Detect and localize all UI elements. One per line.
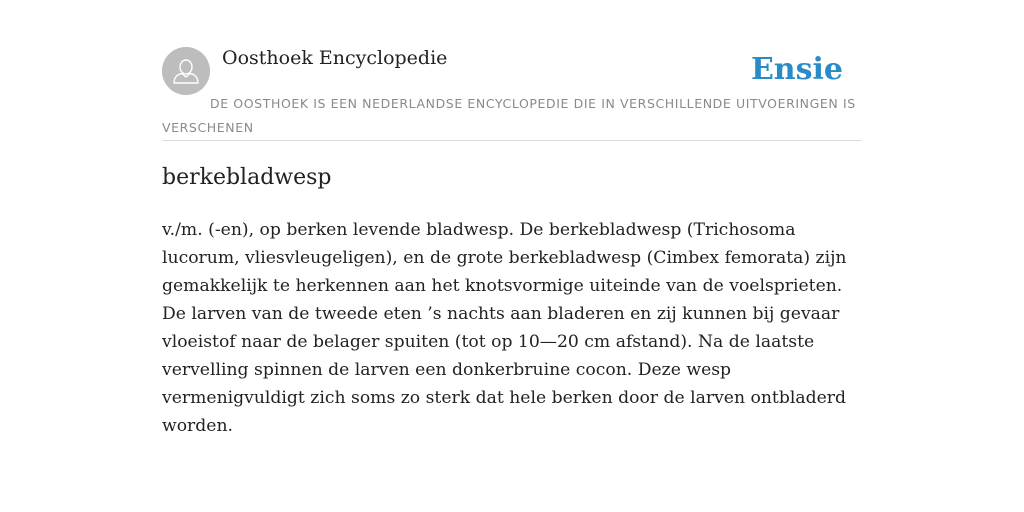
source-title[interactable]: Oosthoek Encyclopedie <box>222 47 448 69</box>
entry-definition: v./m. (-en), op berken levende bladwesp. De berkebladwesp (Trichosoma lucorum, vliesvleugeligen), en de grote berkebladwesp (Cimbex femorata) zijn gemakkelijk te herkennen aan het knotsvormige uiteinde van de voelsprieten. De larven van de tweede eten ’s nachts aan bladeren en zij kunnen bij gevaar vloeistof naar de belager spuiten (tot op 10—20 cm afstand). Na de laatste vervelling spinnen de larven een donkerbruine cocon. Deze wesp vermenigvuldigt zich soms zo sterk dat hele berken door de larven ontbladerd worden. <box>162 220 847 436</box>
ensie-logo-link[interactable]: Ensie <box>750 52 843 87</box>
source-header <box>162 46 862 141</box>
entry-headword: berkebladwesp <box>162 165 332 190</box>
source-description: DE OOSTHOEK IS EEN NEDERLANDSE ENCYCLOPEDIE DIE IN VERSCHILLENDE UITVOERINGEN IS VERSCHENEN <box>162 96 856 135</box>
user-icon <box>162 47 210 95</box>
source-avatar[interactable] <box>162 47 210 95</box>
